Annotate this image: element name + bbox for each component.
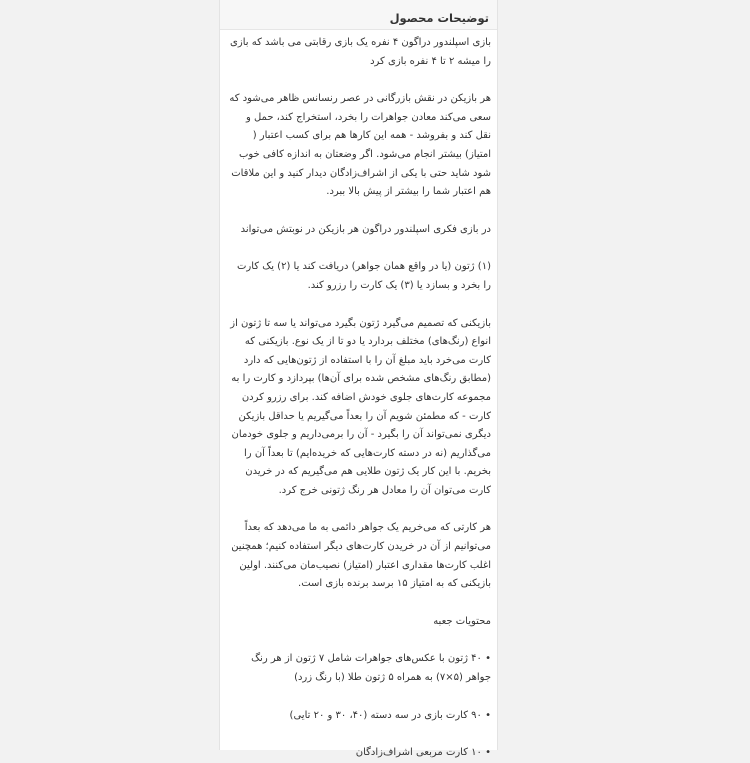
description-paragraph: هر کارتی که می‌خریم یک جواهر دائمی به ما می‌دهد که بعداً می‌توانیم از آن در خریدن کارت‌های دیگر استفاده کنیم؛ همچنین اغلب کارت‌ها مقداری اعتبار (امتیاز) نصیب‌مان می‌کنند. اولین بازیکنی که به امتیاز ۱۵ برسد برنده بازی است. [231, 522, 491, 590]
description-paragraph: بازیکنی که تصمیم می‌گیرد ژتون بگیرد می‌تواند یا سه تا ژتون از انواع (رنگ‌های) مختلف بردارد یا دو تا از یک نوع. بازیکنی که کارت می‌خرد باید مبلغ آن را با استفاده از ژتون‌هایی که دارد (مطابق رنگ‌های مشخص شده برای آن‌ها) بپردازد و کارت را به مجموعه کارت‌های جلوی خودش اضافه کند. برای رزرو کردن کارت - که مطمئن شویم آن را بعداً می‌گیریم یا حداقل بازیکن دیگری نمی‌تواند آن را بگیرد - آن را برمی‌داریم و جلوی خودمان می‌گذاریم (نه در دسته کارت‌هایی که خریده‌ایم) تا بعداً آن را بخریم. با این کار یک ژتون طلایی هم می‌گیریم که در خریدن کارت می‌توان آن را معادل هر رنگ ژتونی خرج کرد. [230, 317, 491, 496]
box-contents-item: • ۴۰ ژتون با عکس‌های جواهرات شامل ۷ ژتون از هر رنگ جواهر (۵×۷) به همراه ۵ ژتون طلا (با رنگ زرد) [251, 653, 491, 684]
box-contents-heading: محتویات جعبه [433, 615, 491, 627]
description-paragraph: (۱) ژتون (یا در واقع همان جواهر) دریافت کند یا (۲) یک کارت را بخرد و بسازد یا (۳) یک کارت را رزرو کند. [237, 261, 491, 291]
section-title: توضیحات محصول [389, 11, 489, 25]
card-header [220, 0, 497, 30]
product-description-card [219, 0, 498, 759]
description-paragraph: هر بازیکن در نقش بازرگانی در عصر رنسانس ظاهر می‌شود که سعی می‌کند معادن جواهرات را بخرد، استخراج کند، حمل و نقل کند و بفروشد - همه این کارها هم برای کسب اعتبار ( امتیاز) بیشتر انجام می‌شود. اگر وضعتان به اندازه کافی خوب شود شاید حتی با یکی از اشراف‌زادگان دیدار کنید و این ملاقات هم اعتبار شما را بیشتر از پیش بالا ببرد. [229, 93, 491, 198]
description-paragraph: بازی اسپلندور دراگون ۴ نفره یک بازی رقابتی می باشد که بازی را میشه ۲ تا ۴ نفره بازی کرد [230, 37, 491, 67]
description-body [220, 34, 497, 763]
box-contents-item: • ۹۰ کارت بازی در سه دسته (۴۰، ۳۰ و ۲۰ تایی) [289, 709, 491, 721]
description-paragraph: در بازی فکری اسپلندور دراگون هر بازیکن در نوبتش می‌تواند [240, 223, 491, 235]
box-contents-item: • ۱۰ کارت مربعی اشراف‌زادگان [355, 747, 491, 759]
